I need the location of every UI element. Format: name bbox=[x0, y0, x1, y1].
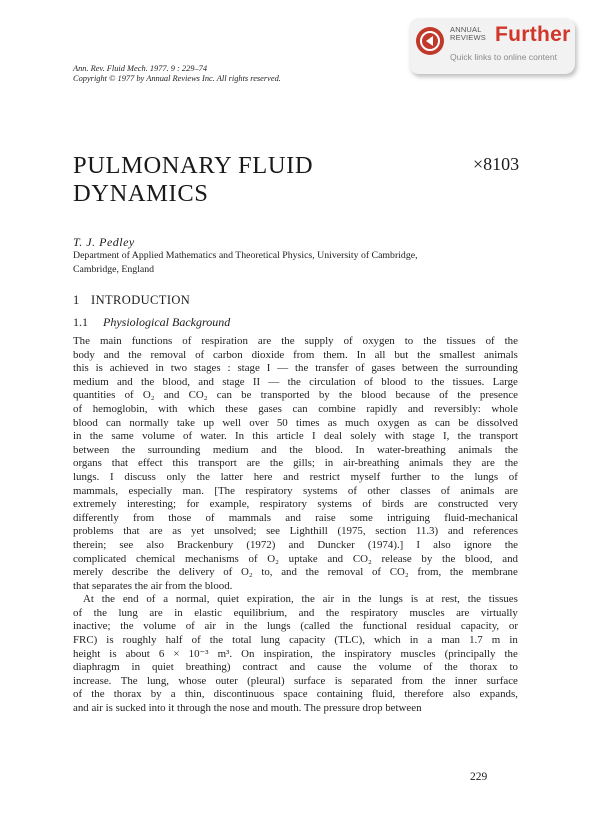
text-line: that separates the air from the blood. bbox=[73, 579, 233, 592]
page-number: 229 bbox=[470, 771, 488, 783]
further-links-badge[interactable] bbox=[409, 18, 575, 74]
text-line: inactive; the volume of air in the lungs (called the functional residual capacity, or bbox=[73, 620, 518, 633]
text-line: organs that effect this transport are the gills; in air-breathing animals they are the bbox=[73, 457, 518, 470]
text-line: merely describe the delivery of O₂ to, and the removal of CO₂ from, the membrane bbox=[73, 566, 518, 579]
text-line: this is achieved in two stages : stage I — the transfer of gases between the surrounding bbox=[73, 362, 518, 375]
text-line: blood can normally take up well over 50 times as much oxygen as can be dissolved bbox=[73, 416, 518, 429]
text-line: of the thorax by a thin, discontinuous space containing fluid, therefore also expands, bbox=[73, 688, 518, 701]
text-line: of the lung are in elastic equilibrium, and the respiratory muscles are virtually bbox=[73, 606, 518, 619]
text-line: diaphragm in quiet breathing) contract and cause the volume of the thorax to bbox=[73, 661, 518, 674]
badge-publisher: ANNUAL REVIEWS bbox=[450, 25, 486, 42]
arrow-left-circle-icon bbox=[416, 27, 444, 55]
text-line: complicated chemical mechanisms of O₂ uptake and CO₂ release by the blood, and bbox=[73, 552, 518, 565]
text-line: of hemoglobin, with which these gases can combine rapidly and reversibly: whole bbox=[73, 402, 518, 415]
text-line: At the end of a normal, quiet expiration, the air in the lungs is at rest, the tissues bbox=[83, 593, 518, 606]
text-line: problems that are as yet unsolved; see Lighthill (1975, section 11.3) and references bbox=[73, 525, 518, 538]
text-line: body and the removal of carbon dioxide from them. In all but the smallest animals bbox=[73, 348, 518, 361]
copyright: Copyright © 1977 by Annual Reviews Inc. All rights reserved. bbox=[73, 74, 281, 83]
article-code: ×8103 bbox=[473, 154, 520, 174]
text-line: and air is sucked into it through the nose and mouth. The pressure drop between bbox=[73, 702, 422, 715]
article-title: PULMONARY FLUID DYNAMICS bbox=[73, 152, 314, 207]
text-line: therein; see also Brackenbury (1972) and Duncker (1974).] I also ignore the bbox=[73, 538, 518, 551]
author: T. J. Pedley bbox=[73, 235, 135, 249]
text-line: The main functions of respiration are the supply of oxygen to the tissues of the bbox=[73, 335, 518, 347]
citation: Ann. Rev. Fluid Mech. 1977. 9 : 229–74 bbox=[73, 64, 208, 73]
text-line: differently from those of mammals and raise some intriguing fluid-mechanical bbox=[73, 511, 518, 524]
text-line: extremely interesting; for example, respiratory systems of birds are constructed very bbox=[73, 498, 518, 511]
text-line: quantities of O₂ and CO₂ can be transported by the blood because of the presence bbox=[73, 389, 518, 402]
subsection-heading: 1.1 Physiological Background bbox=[73, 315, 231, 329]
body-text bbox=[73, 335, 518, 716]
badge-further-label: Further bbox=[495, 23, 571, 46]
text-line: FRC) is roughly half of the total lung capacity (TLC), which in a man 1.7 m in bbox=[73, 634, 518, 647]
journal-header bbox=[73, 64, 281, 84]
text-line: medium and the blood, and stage II — the circulation of blood to the tissues. Large bbox=[73, 375, 518, 388]
text-line: lungs. I discuss only the latter here and restrict myself further to the lungs of bbox=[73, 470, 518, 483]
affiliation: Department of Applied Mathematics and Theoretical Physics, University of Cambridge, Cambridge, England bbox=[73, 250, 418, 275]
text-line: in the same volume of water. In this article I deal solely with stage I, the transport bbox=[73, 430, 518, 443]
text-line: mammals, especially man. [The respiratory systems of other classes of animals are bbox=[73, 484, 518, 497]
badge-tagline: Quick links to online content bbox=[450, 52, 558, 62]
section-heading: 1 INTRODUCTION bbox=[73, 293, 191, 307]
text-line: height is about 6 × 10⁻³ m³. On inspiration, the inspiratory muscles (principally the bbox=[73, 647, 518, 660]
text-line: between the surrounding medium and the blood. In water-breathing animals the bbox=[73, 443, 518, 456]
text-line: increase. The lung, whose outer (pleural) surface is separated from the inner surface bbox=[73, 674, 518, 687]
